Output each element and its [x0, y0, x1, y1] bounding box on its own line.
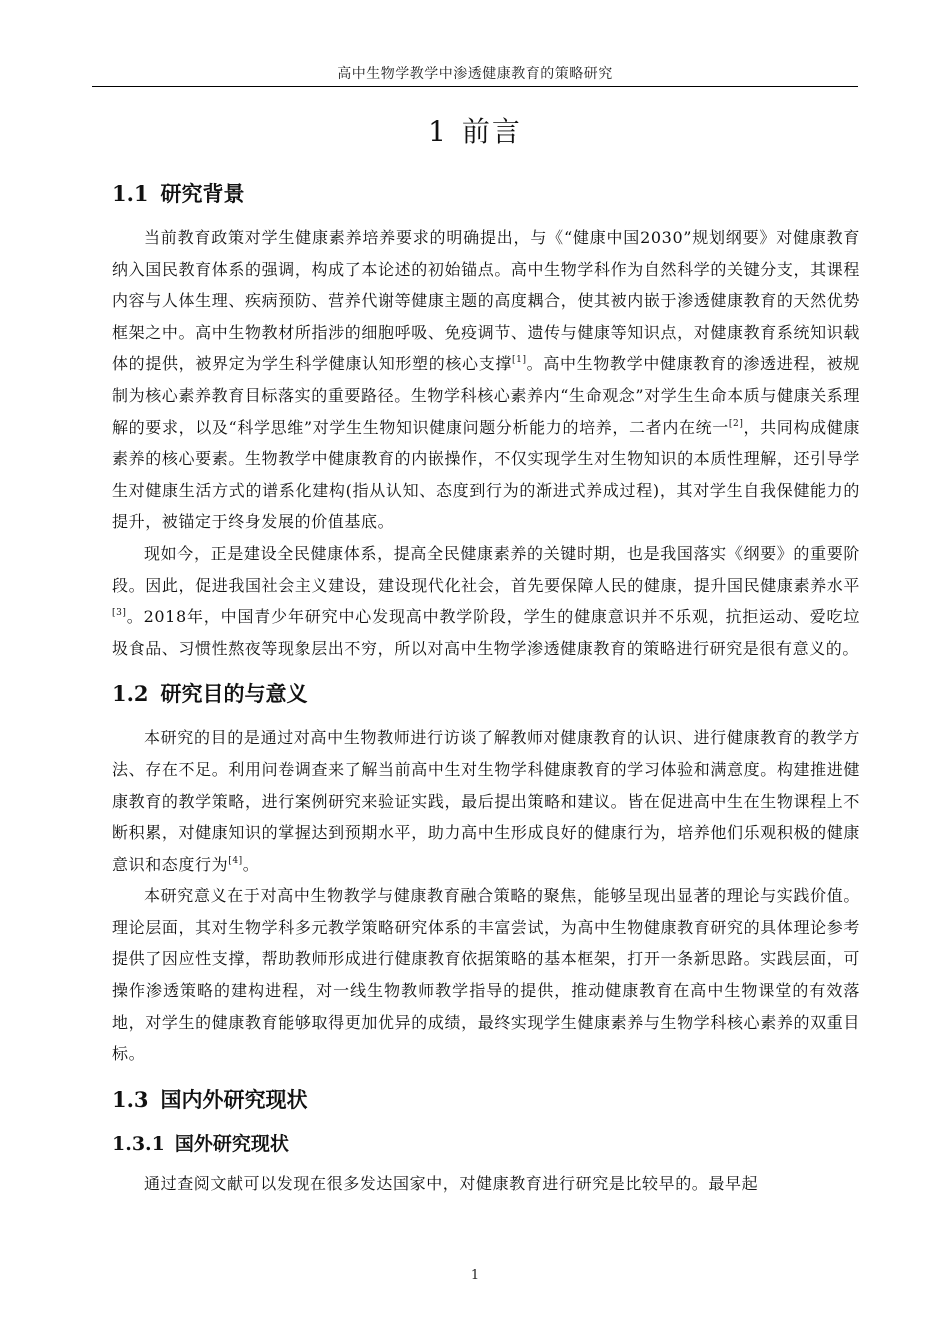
page-number: 1: [470, 1268, 480, 1283]
chapter-title: [92, 110, 858, 150]
citation: [1]: [512, 355, 527, 366]
citation: [3]: [112, 608, 127, 619]
section-heading-1-1: [112, 176, 860, 212]
subsection-number: 1.3.1: [112, 1132, 165, 1155]
paragraph-text: 本研究的目的是通过对高中生物教师进行访谈了解教师对健康教育的认识、进行健康教育的教学方法、存在不足。利用问卷调查来了解当前高中生对生物学科健康教育的学习体验和满意度。构建推进健康教育的教学策略，进行案例研究来验证实践，最后提出策略和建议。皆在促进高中生在生物课程上不断积累，对健康知识的掌握达到预期水平，助力高中生形成良好的健康行为，培养他们乐观积极的健康意识和态度行为: [112, 728, 860, 874]
section-number: 1.2: [112, 681, 149, 707]
running-header: 高中生物学教学中渗透健康教育的策略研究: [337, 66, 613, 82]
paragraph: [112, 722, 860, 880]
citation: [4]: [228, 855, 243, 866]
section-heading-1-3: [112, 1082, 860, 1118]
section-title: 研究目的与意义: [160, 682, 308, 707]
paragraph: [112, 222, 860, 538]
paragraph-text: 当前教育政策对学生健康素养培养要求的明确提出，与《“健康中国2030”规划纲要》对健康教育纳入国民教育体系的强调，构成了本论述的初始锚点。高中生物学科作为自然科学的关键分支，其课程内容与人体生理、疾病预防、营养代谢等健康主题的高度耦合，使其被内嵌于渗透健康教育的天然优势框架之中。高中生物教材所指涉的细胞呼吸、免疫调节、遗传与健康等知识点，对健康教育系统知识载体的提供，被界定为学生科学健康认知形塑的核心支撑: [112, 228, 860, 374]
chapter-number: 1: [428, 115, 448, 148]
paragraph: [112, 538, 860, 664]
chapter-title-text: 前言: [461, 115, 522, 148]
section-heading-1-2: [112, 676, 860, 712]
citation: [2]: [728, 418, 744, 429]
section-number: 1.1: [112, 181, 149, 206]
paragraph: 通过查阅文献可以发现在很多发达国家中，对健康教育进行研究是比较早的。最早起: [144, 1173, 759, 1193]
header-rule: [92, 86, 858, 87]
section-number: 1.3: [112, 1086, 149, 1112]
paragraph-text: ，共同构成健康素养的核心要素。生物教学中健康教育的内嵌操作，不仅实现学生对生物知识的本质性理解，还引导学生对健康生活方式的谱系化建构(指从认知、态度到行为的渐进式养成过程)，其对学生自我保健能力的提升，被锚定于终身发展的价值基底。: [112, 417, 860, 532]
paragraph-text: 现如今，正是建设全民健康体系，提高全民健康素养的关键时期，也是我国落实《纲要》的重要阶段。因此，促进我国社会主义建设，建设现代化社会，首先要保障人民的健康，提升国民健康素养水平: [112, 543, 860, 595]
body-content: [112, 176, 860, 1199]
section-title: 国内外研究现状: [160, 1087, 308, 1112]
subsection-title: 国外研究现状: [174, 1132, 289, 1155]
section-title: 研究背景: [160, 182, 245, 206]
paragraph-text: 。高中生物教学中健康教育的渗透进程，被规制为核心素养教育目标落实的重要路径。生物学科核心素养内“生命观念”对学生生命本质与健康关系理解的要求，以及“科学思维”对学生生物知识健康问题分析能力的培养，二者内在统一: [112, 354, 860, 437]
subsection-heading-1-3-1: [112, 1128, 860, 1160]
paragraph-text: 。: [242, 854, 260, 874]
paragraph-text: 。2018年，中国青少年研究中心发现高中教学阶段，学生的健康意识并不乐观，抗拒运动、爱吃垃圾食品、习惯性熬夜等现象层出不穷，所以对高中生物学渗透健康教育的策略进行研究是很有意义的。: [112, 607, 860, 658]
paragraph: 本研究意义在于对高中生物教学与健康教育融合策略的聚焦，能够呈现出显著的理论与实践价值。理论层面，其对生物学科多元教学策略研究体系的丰富尝试，为高中生物健康教育研究的具体理论参考提供了因应性支撑，帮助教师形成进行健康教育依据策略的基本框架，打开一条新思路。实践层面，可操作渗透策略的建构进程，对一线生物教师教学指导的提供，推动健康教育在高中生物课堂的有效落地，对学生的健康教育能够取得更加优异的成绩，最终实现学生健康素养与生物学科核心素养的双重目标。: [112, 886, 860, 1064]
